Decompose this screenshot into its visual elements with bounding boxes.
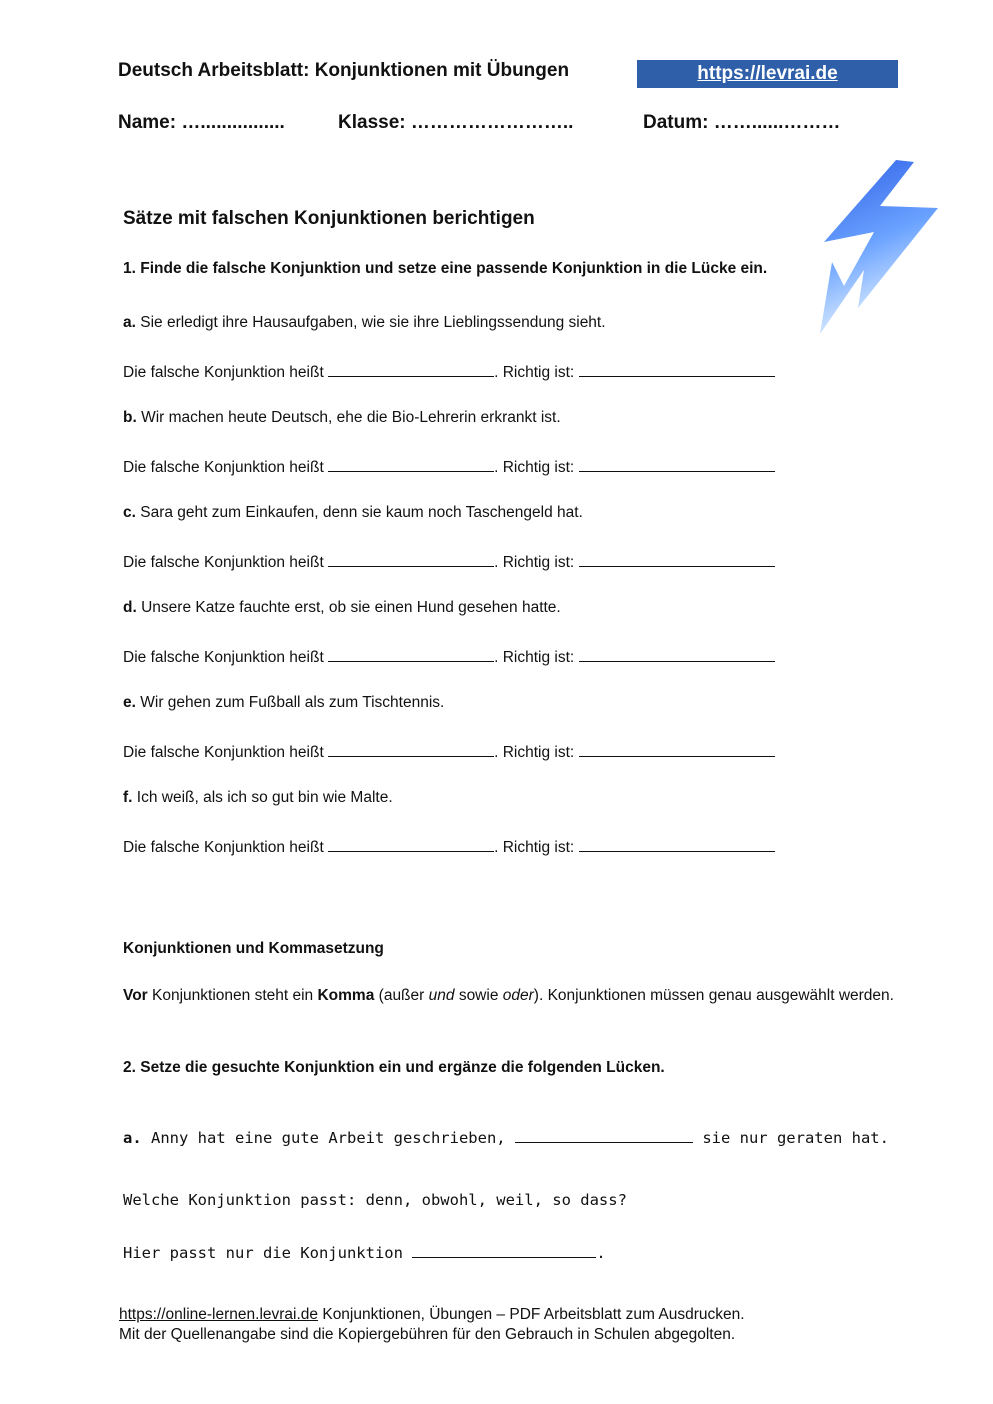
answer-prefix: Die falsche Konjunktion heißt <box>123 364 324 381</box>
site-url-banner[interactable] <box>637 60 898 88</box>
answer-blank-2a-conjunction[interactable] <box>412 1242 596 1258</box>
date-field-label: Datum: ……......……… <box>643 112 841 133</box>
item-sentence: Sie erledigt ihre Hausaufgaben, wie sie ihre Lieblingssendung sieht. <box>140 314 606 331</box>
answer-prefix: Die falsche Konjunktion heißt <box>123 839 324 856</box>
item-sentence: Sara geht zum Einkaufen, denn sie kaum noch Taschengeld hat. <box>140 504 583 521</box>
item-sentence: Wir machen heute Deutsch, ehe die Bio-Lehrerin erkrankt ist. <box>141 409 561 426</box>
answer-blank-2a[interactable] <box>515 1127 693 1143</box>
wrong-conjunction-blank[interactable] <box>328 646 494 662</box>
correct-conjunction-blank[interactable] <box>579 836 775 852</box>
exercise-item <box>123 409 561 427</box>
item-letter: a. <box>123 1129 142 1147</box>
item-sentence: Ich weiß, als ich so gut bin wie Malte. <box>136 789 393 806</box>
correct-conjunction-blank[interactable] <box>579 361 775 377</box>
task2-item-a: a. Anny hat eine gute Arbeit geschrieben, sie nur geraten hat. <box>123 1129 889 1147</box>
section2-title: Konjunktionen und Kommasetzung <box>123 940 384 957</box>
task1-instruction: 1. Finde die falsche Konjunktion und setze eine passende Konjunktion in die Lücke ein. <box>123 260 768 277</box>
answer-line <box>123 456 775 477</box>
answer-mid: . Richtig ist: <box>494 649 575 666</box>
item-letter: d. <box>123 599 137 616</box>
task2-question: Welche Konjunktion passt: denn, obwohl, weil, so dass? <box>123 1191 627 1209</box>
lightning-bolt-icon <box>818 158 942 338</box>
correct-conjunction-blank[interactable] <box>579 741 775 757</box>
item-letter: f. <box>123 789 133 806</box>
section1-title: Sätze mit falschen Konjunktionen berichtigen <box>123 208 535 229</box>
answer-line <box>123 361 775 382</box>
footer-line2: Mit der Quellenangabe sind die Kopiergebühren für den Gebrauch in Schulen abgegolten. <box>119 1326 736 1343</box>
wrong-conjunction-blank[interactable] <box>328 836 494 852</box>
answer-mid: . Richtig ist: <box>494 459 575 476</box>
footer-link[interactable]: https://online-lernen.levrai.de <box>119 1306 319 1323</box>
task2-instruction: 2. Setze die gesuchte Konjunktion ein und ergänze die folgenden Lücken. <box>123 1059 665 1076</box>
worksheet-title: Deutsch Arbeitsblatt: Konjunktionen mit Übungen <box>118 60 570 81</box>
wrong-conjunction-blank[interactable] <box>328 551 494 567</box>
item-letter: e. <box>123 694 136 711</box>
correct-conjunction-blank[interactable] <box>579 646 775 662</box>
comma-rule-text: Vor Konjunktionen steht ein Komma (außer und sowie oder). Konjunktionen müssen genau ausgewählt werden. <box>123 987 894 1004</box>
task2-answer-line: Hier passt nur die Konjunktion . <box>123 1244 606 1262</box>
correct-conjunction-blank[interactable] <box>579 551 775 567</box>
wrong-conjunction-blank[interactable] <box>328 361 494 377</box>
item-letter: a. <box>123 314 136 331</box>
answer-line <box>123 741 775 762</box>
site-url-link[interactable]: https://levrai.de <box>697 63 838 84</box>
answer-mid: . Richtig ist: <box>494 839 575 856</box>
answer-line <box>123 646 775 667</box>
answer-mid: . Richtig ist: <box>494 364 575 381</box>
wrong-conjunction-blank[interactable] <box>328 456 494 472</box>
exercise-item <box>123 599 561 617</box>
answer-prefix: Die falsche Konjunktion heißt <box>123 649 324 666</box>
exercise-item <box>123 789 393 807</box>
answer-mid: . Richtig ist: <box>494 554 575 571</box>
correct-conjunction-blank[interactable] <box>579 456 775 472</box>
item-letter: b. <box>123 409 137 426</box>
item-letter: c. <box>123 504 136 521</box>
answer-mid: . Richtig ist: <box>494 744 575 761</box>
answer-prefix: Die falsche Konjunktion heißt <box>123 744 324 761</box>
answer-line <box>123 836 775 857</box>
exercise-item <box>123 314 606 332</box>
answer-line <box>123 551 775 572</box>
exercise-item <box>123 694 444 712</box>
name-field-label: Name: …................ <box>118 112 285 133</box>
item-sentence: Unsere Katze fauchte erst, ob sie einen Hund gesehen hatte. <box>141 599 561 616</box>
exercise-item <box>123 504 583 522</box>
wrong-conjunction-blank[interactable] <box>328 741 494 757</box>
class-field-label: Klasse: …………………….. <box>338 112 574 133</box>
footer-line1: https://online-lernen.levrai.de Konjunktionen, Übungen – PDF Arbeitsblatt zum Ausdrucken. <box>119 1306 745 1323</box>
answer-prefix: Die falsche Konjunktion heißt <box>123 554 324 571</box>
item-sentence: Wir gehen zum Fußball als zum Tischtennis. <box>140 694 445 711</box>
answer-prefix: Die falsche Konjunktion heißt <box>123 459 324 476</box>
